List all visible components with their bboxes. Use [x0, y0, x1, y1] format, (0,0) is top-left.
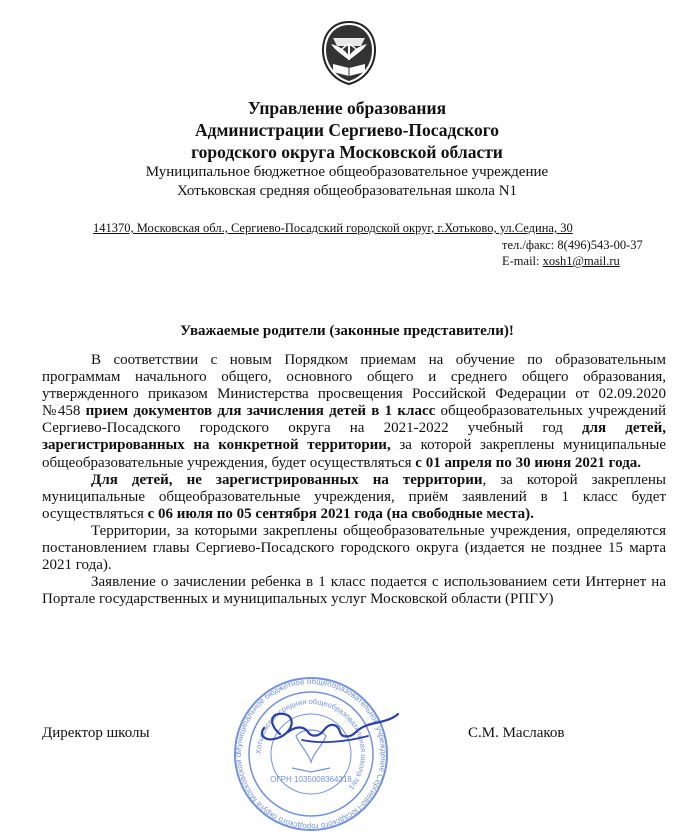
paragraph-2 [42, 472, 666, 523]
paragraph-4: Заявление о зачислении ребенка в 1 класс подается с использованием сети Интернет на Портале государственных и муниципальных услуг Московской области (РПГУ) [42, 574, 666, 608]
school-emblem [319, 20, 379, 86]
paragraph-3: Территории, за которыми закреплены общеобразовательные учреждения, определяются постановлением главы Сергиево-Посадского городского округа (издается не позднее 15 марта 2021 года). [42, 522, 666, 574]
stamp-ogrn: ОГРН 1035008364318 [270, 775, 352, 784]
phone-number: 8(496)543-00-37 [557, 238, 643, 252]
letter-body [42, 352, 666, 608]
header-line-3: городского округа Московской области [191, 142, 503, 162]
email-link[interactable]: xosh1@mail.ru [542, 254, 620, 268]
p1-text-a: В соответствии с новым Порядком приемам на обучение по образовательным программам начального общего, основного общего и среднего общего образования, утвержденного приказом Министерства просвещения Российской Федерации от 02.09.2020 №458 [42, 352, 666, 420]
phone-label: тел./факс: [502, 238, 555, 252]
stamp-inner-text: Хотьковская средняя общеобразовательная школа №1 [253, 696, 369, 792]
address: 141370, Московская обл., Сергиево-Посадский городской округ, г.Хотьково, ул.Седина, 30 [93, 221, 573, 235]
p1-text-c: общеобразовательных учреждений Сергиево-Посадского городского округа на 2021-2022 учебный год [42, 403, 667, 437]
phone-line [502, 238, 643, 253]
stamp-outer-text: Муниципальное бюджетное общеобразовательное учреждение Сергиево-Посадского городского округа Московской о [233, 676, 389, 832]
p2-text-b: , за которой закреплены муниципальные общеобразовательные учреждения, приём заявлений в 1 класс будет осуществляться [42, 471, 666, 522]
p1-bold-d: для детей, зарегистрированных на конкретной территории, [42, 420, 666, 454]
signatory-name: С.М. Маслаков [468, 725, 565, 741]
paragraph-1 [42, 352, 666, 472]
p2-bold-a: Для детей, не зарегистрированных на территории [91, 471, 483, 488]
greeting: Уважаемые родители (законные представители)! [180, 323, 514, 339]
p1-bold-b: прием документов для зачисления детей в 1 класс [85, 403, 436, 420]
header-line-5: Хотьковская средняя общеобразовательная школа N1 [176, 183, 518, 199]
p2-bold-c: с 06 июля по 05 сентября 2021 года (на свободные места). [147, 505, 534, 522]
header-line-1: Управление образования [247, 98, 447, 118]
signature-icon [250, 702, 400, 758]
header-line-4: Муниципальное бюджетное общеобразовательное учреждение [145, 164, 549, 180]
p1-bold-f: с 01 апреля по 30 июня 2021 года. [415, 454, 642, 471]
school-emblem-icon [319, 20, 379, 86]
email-line [502, 254, 620, 269]
header-line-2: Администрации Сергиево-Посадского [195, 120, 499, 140]
email-label: E-mail: [502, 254, 540, 268]
p1-text-e: за которой закреплены муниципальные общеобразовательные учреждения, будет осуществляться [42, 437, 667, 471]
handwritten-signature [250, 702, 400, 758]
signatory-position: Директор школы [42, 725, 150, 741]
